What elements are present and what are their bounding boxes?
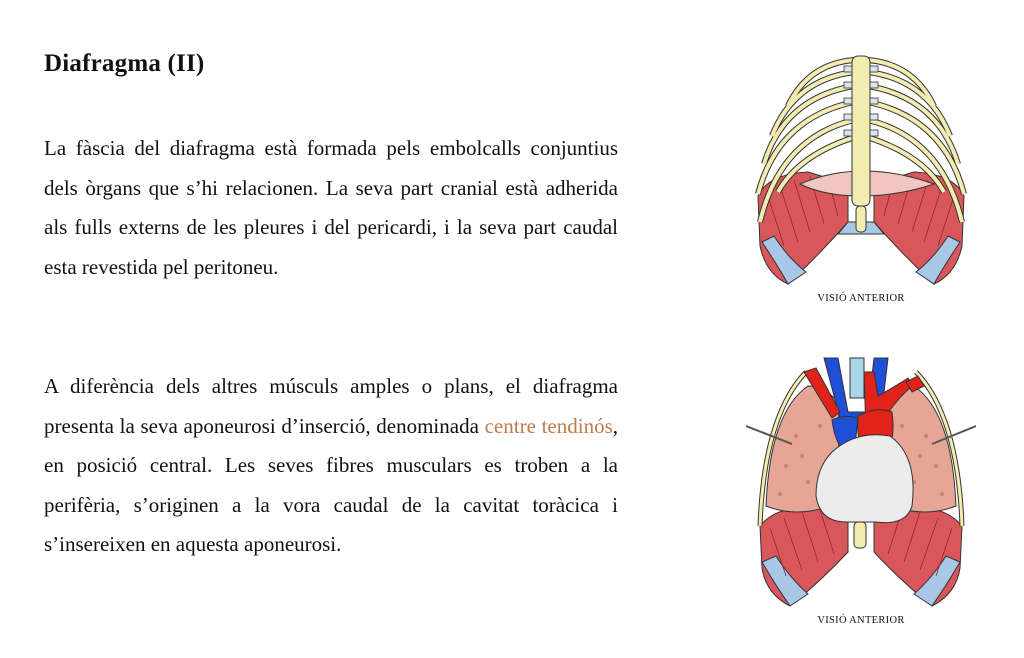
figure-caption-1: VISIÓ ANTERIOR (817, 293, 905, 304)
paragraph-text-after: , en posició central. Les seves fibres musculars es troben a la perifèria, s’originen a la vora caudal de la cavitat toràcica i s’insereixen en aquesta aponeurosi. (44, 413, 618, 556)
figure-caption-2: VISIÓ ANTERIOR (817, 615, 905, 626)
highlight-centre-tendinos: centre tendinós (484, 413, 613, 438)
paragraph-central-tendon (44, 367, 618, 565)
page-title: Diafragma (II) (44, 50, 205, 77)
thoracic-cavity-illustration (746, 356, 976, 608)
paragraph-text-before: A diferència dels altres músculs amples o plans, el diafragma presenta la seva aponeurosi d’inserció, denominada (44, 374, 618, 438)
rib-cage-illustration (748, 46, 974, 290)
paragraph-fascia: La fàscia del diafragma està formada pels embolcalls conjuntius dels òrgans que s’hi relacionen. La seva part cranial està adherida als fulls externs de les pleures i del pericardi, i la seva part caudal esta revestida pel peritoneu. (44, 136, 618, 279)
